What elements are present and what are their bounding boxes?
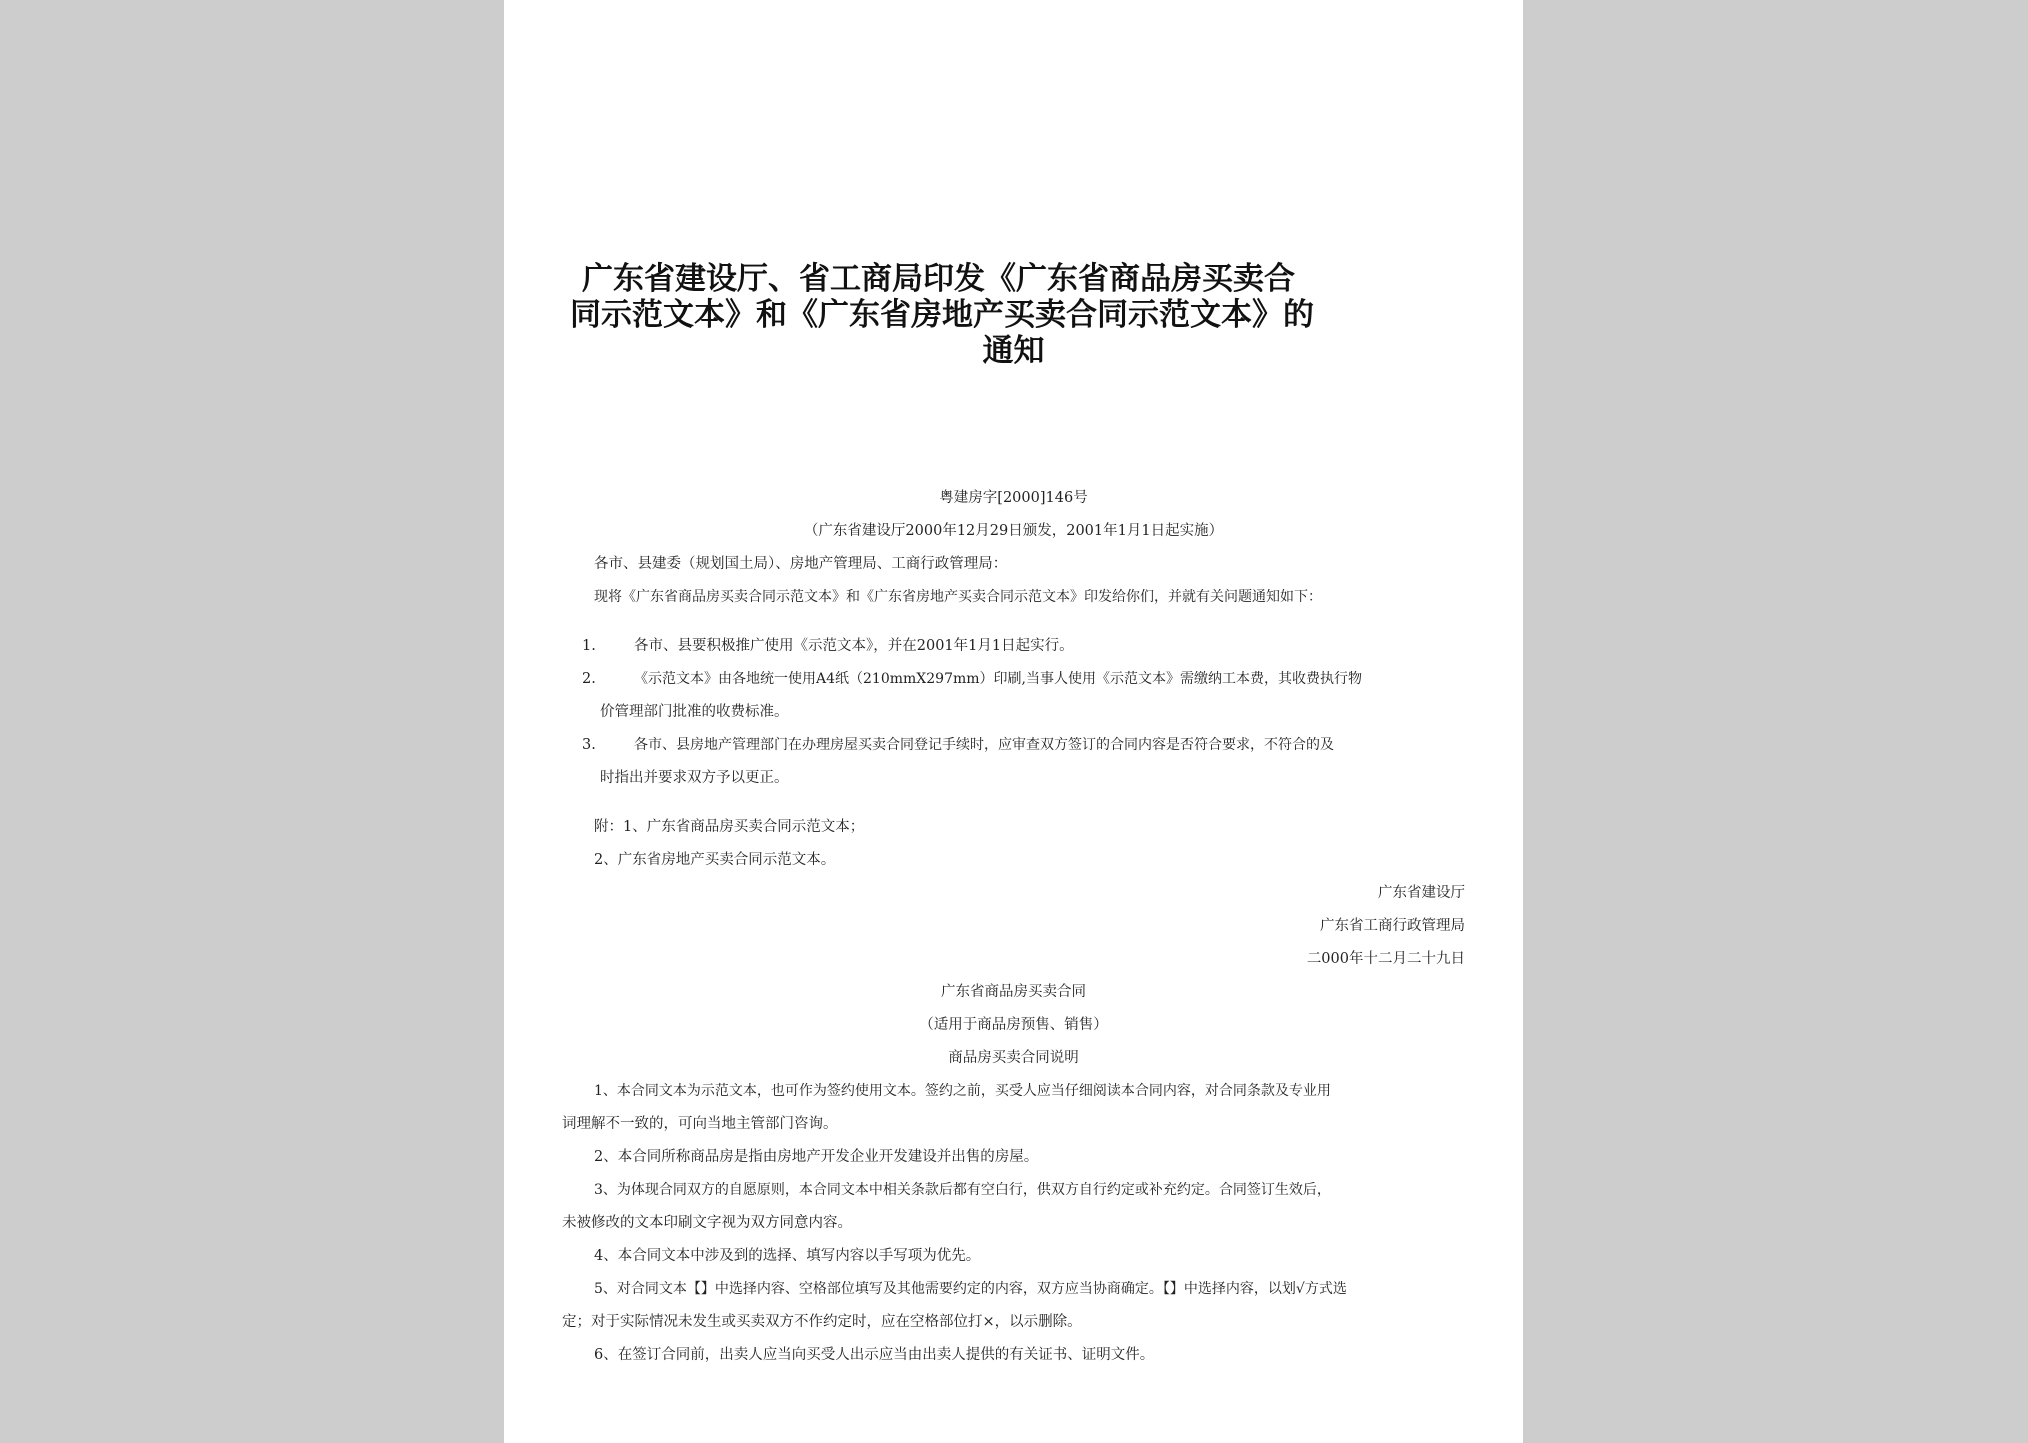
issue-note: （广东省建设厅2000年12月29日颁发，2001年1月1日起实施） — [803, 523, 1224, 539]
contract-note: 定；对于实际情况未发生或买卖双方不作约定时，应在空格部位打×，以示删除。 — [562, 1314, 1082, 1330]
list-item-number: 2. — [582, 671, 596, 687]
contract-note: 6、在签订合同前，出卖人应当向买受人出示应当由出卖人提供的有关证书、证明文件。 — [594, 1347, 1155, 1363]
list-item-text: 时指出并要求双方予以更正。 — [600, 770, 789, 786]
list-item-text: 各市、县要积极推广使用《示范文本》，并在2001年1月1日起实行。 — [634, 638, 1074, 654]
title-line: 通知 — [982, 333, 1045, 369]
title-line: 广东省建设厅、省工商局印发《广东省商品房买卖合 — [582, 261, 1295, 297]
doc-number: 粤建房字[2000]146号 — [939, 490, 1088, 506]
signature-org: 广东省工商行政管理局 — [1320, 918, 1465, 934]
list-item-text: 价管理部门批准的收费标准。 — [600, 704, 789, 720]
list-item-text: 各市、县房地产管理部门在办理房屋买卖合同登记手续时，应审查双方签订的合同内容是否符合要求，不符合的及 — [634, 737, 1334, 753]
contract-heading: 商品房买卖合同说明 — [948, 1050, 1079, 1066]
contract-title: 广东省商品房买卖合同 — [941, 984, 1086, 1000]
document-page — [504, 0, 1523, 1443]
list-item-number: 1. — [582, 638, 596, 654]
contract-note: 4、本合同文本中涉及到的选择、填写内容以手写项为优先。 — [594, 1248, 981, 1264]
signature-date: 二000年十二月二十九日 — [1306, 951, 1465, 967]
list-item-text: 《示范文本》由各地统一使用A4纸（210mmX297mm）印刷,当事人使用《示范文本》需缴纳工本费，其收费执行物 — [634, 671, 1362, 687]
attachment-item: 附：1、广东省商品房买卖合同示范文本； — [594, 819, 865, 835]
contract-subtitle: （适用于商品房预售、销售） — [919, 1017, 1108, 1033]
list-item-number: 3. — [582, 737, 596, 753]
title-line: 同示范文本》和《广东省房地产买卖合同示范文本》的 — [570, 297, 1314, 333]
contract-note: 词理解不一致的，可向当地主管部门咨询。 — [562, 1116, 838, 1132]
contract-note: 未被修改的文本印刷文字视为双方同意内容。 — [562, 1215, 852, 1231]
contract-note: 1、本合同文本为示范文本，也可作为签约使用文本。签约之前，买受人应当仔细阅读本合同内容，对合同条款及专业用 — [594, 1083, 1331, 1099]
salutation: 各市、县建委（规划国土局）、房地产管理局、工商行政管理局： — [594, 556, 1008, 572]
intro-paragraph: 现将《广东省商品房买卖合同示范文本》和《广东省房地产买卖合同示范文本》印发给你们，并就有关问题通知如下： — [594, 589, 1322, 605]
signature-org: 广东省建设厅 — [1378, 885, 1465, 901]
attachment-item: 2、广东省房地产买卖合同示范文本。 — [594, 852, 836, 868]
contract-note: 2、本合同所称商品房是指由房地产开发企业开发建设并出售的房屋。 — [594, 1149, 1039, 1165]
contract-note: 3、为体现合同双方的自愿原则，本合同文本中相关条款后都有空白行，供双方自行约定或补充约定。合同签订生效后， — [594, 1182, 1331, 1198]
contract-note: 5、对合同文本【】中选择内容、空格部位填写及其他需要约定的内容，双方应当协商确定。【】中选择内容，以划√方式选 — [594, 1281, 1347, 1297]
